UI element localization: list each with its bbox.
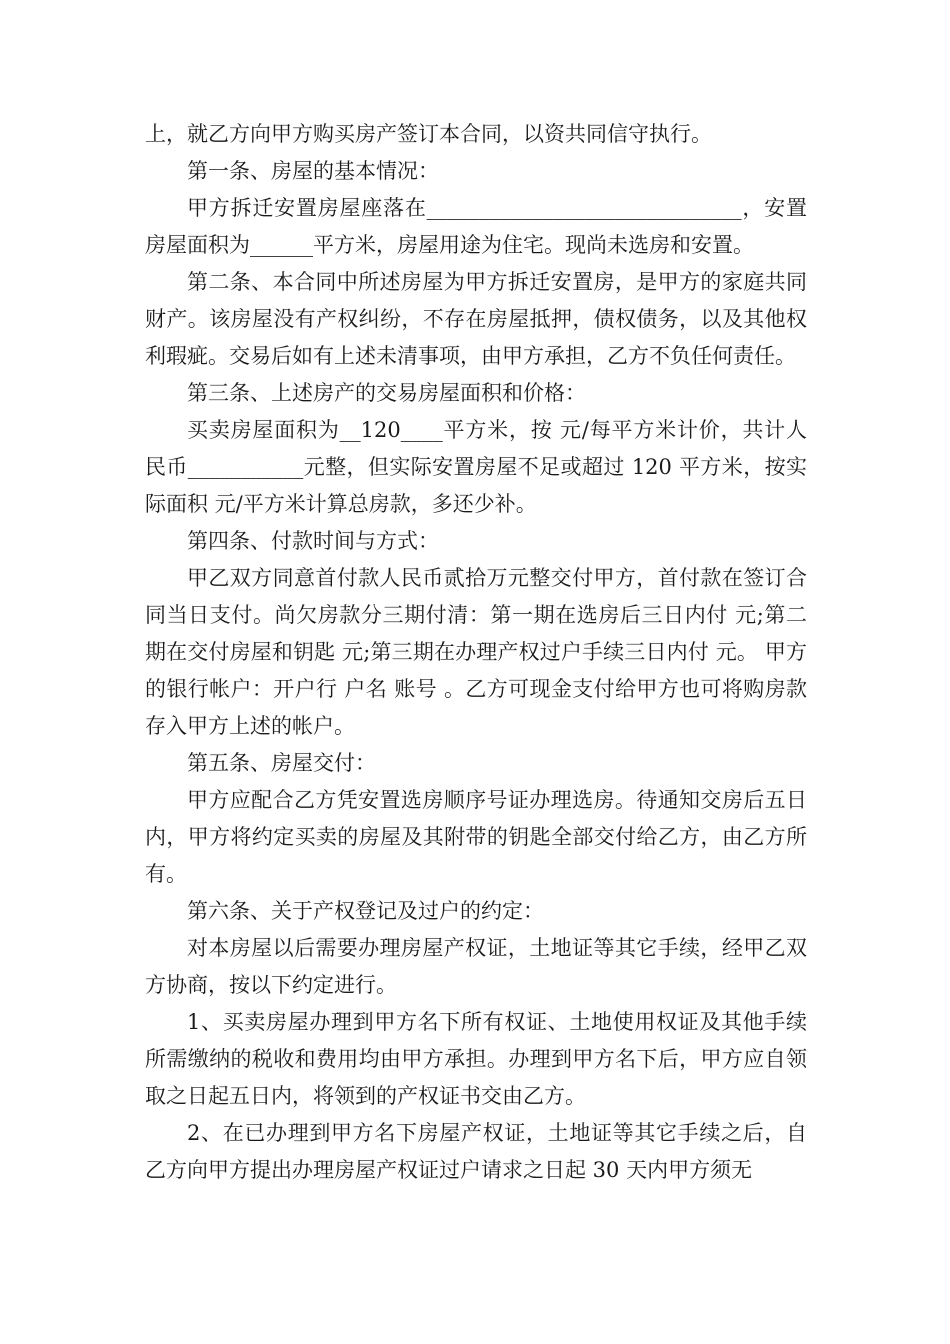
article-4-heading: 第四条、付款时间与方式： bbox=[187, 529, 439, 553]
article-5-heading: 第五条、房屋交付： bbox=[187, 751, 376, 775]
article-1-heading: 第一条、房屋的基本情况： bbox=[187, 159, 439, 183]
article-1-body: 甲方拆迁安置房屋座落在______________________________，安置房屋面积为______平方米，房屋用途为住宅。现尚未选房和安置。 bbox=[145, 196, 807, 257]
article-5-body: 甲方应配合乙方凭安置选房顺序号证办理选房。待通知交房后五日内，甲方将约定买卖的房屋及其附带的钥匙全部交付给乙方，由乙方所有。 bbox=[145, 788, 807, 886]
article-6-body: 对本房屋以后需要办理房屋产权证，土地证等其它手续，经甲乙双方协商，按以下约定进行。 bbox=[145, 936, 807, 997]
article-3-body: 买卖房屋面积为__120____平方米，按 元/每平方米计价，共计人民币___________元整，但实际安置房屋不足或超过 120 平方米，按实际面积 元/平方米计算总房款，多还少补。 bbox=[145, 418, 807, 516]
document-body bbox=[145, 116, 807, 1189]
article-4-body: 甲乙双方同意首付款人民币贰拾万元整交付甲方，首付款在签订合同当日支付。尚欠房款分三期付清：第一期在选房后三日内付 元;第二期在交付房屋和钥匙 元;第三期在办理产权过户手续三日内付 元。 甲方的银行帐户：开户行 户名 账号 。乙方可现金支付给甲方也可将购房款存入甲方上述的帐户。 bbox=[145, 566, 807, 738]
article-2-body: 第二条、本合同中所述房屋为甲方拆迁安置房，是甲方的家庭共同财产。该房屋没有产权纠纷，不存在房屋抵押，债权债务，以及其他权利瑕疵。交易后如有上述未清事项，由甲方承担，乙方不负任何责任。 bbox=[145, 270, 807, 368]
article-3-heading: 第三条、上述房产的交易房屋面积和价格： bbox=[187, 381, 586, 405]
paragraph-preamble-continuation: 上，就乙方向甲方购买房产签订本合同，以资共同信守执行。 bbox=[145, 122, 712, 146]
article-6-clause-1: 1、买卖房屋办理到甲方名下所有权证、土地使用权证及其他手续所需缴纳的税收和费用均由甲方承担。办理到甲方名下后，甲方应自领取之日起五日内，将领到的产权证书交由乙方。 bbox=[145, 1010, 807, 1108]
article-6-clause-2: 2、在已办理到甲方名下房屋产权证，土地证等其它手续之后，自乙方向甲方提出办理房屋产权证过户请求之日起 30 天内甲方须无 bbox=[145, 1121, 807, 1182]
article-6-heading: 第六条、关于产权登记及过户的约定： bbox=[187, 899, 544, 923]
